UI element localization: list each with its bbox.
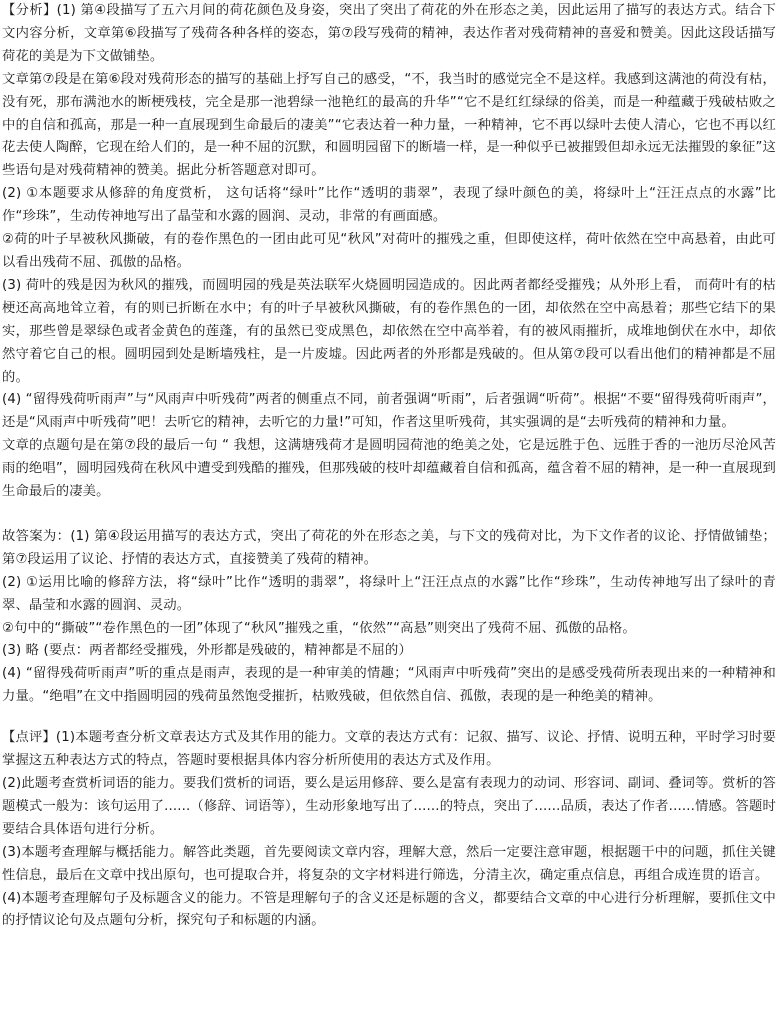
answer-section bbox=[2, 526, 776, 709]
answer-paragraph: (4) “留得残荷听雨声”听的重点是雨声，表现的是一种审美的情趣；“风雨声中听残荷”突出的是感受残荷所表现出来的一种精神和力量。“绝唱”在文中指圆明园的残荷虽然饱受摧折，枯败残破，但依然自信、孤傲，表现的是一种绝美的精神。 bbox=[2, 666, 776, 705]
analysis-paragraph: ②荷的叶子早被秋风撕破，有的卷作黑色的一团由此可见“秋风”对荷叶的摧残之重，但即使这样，荷叶依然在空中高悬着，由此可以看出残荷不屈、孤傲的品格。 bbox=[2, 232, 776, 270]
answer-paragraph: ②句中的“撕破”“卷作黑色的一团”体现了“秋风”摧残之重，“依然”“高悬”则突出了残荷不屈、孤傲的品格。 bbox=[2, 620, 636, 636]
section-spacer bbox=[2, 504, 776, 526]
comment-paragraph: (4)本题考查理解句子及标题含义的能力。不管是理解句子的含义还是标题的含义，都要结合文章的中心进行分析理解，要抓住文中的抒情议论句及点题句分析，探究句子和标题的内涵。 bbox=[2, 890, 776, 929]
analysis-paragraph: (4) “留得残荷听雨声”与“风雨声中听残荷”两者的侧重点不同，前者强调“听雨”，后者强调“听荷”。根据“不要“留得残荷听雨声”，还是“风雨声中听残荷”吧！去听它的精神，去听它的力量!”可知，作者这里听残荷，其实强调的是“去听残荷的精神和力量。 bbox=[2, 392, 776, 431]
analysis-paragraph: 文章第⑦段是在第⑥段对残荷形态的描写的基础上抒写自己的感受，“不，我当时的感觉完全不是这样。我感到这满池的荷没有枯，没有死，那布满池水的断梗残枝，完全是那一池碧绿一池艳红的最高的升华”“它不是红红绿绿的俗美，而是一种蕴藏于残破枯败之中的自信和孤高，那是一种一直展现到生命最后的凄美”“它表达着一种力量，一种精神，它不再以绿叶去使人清心，它也不再以红花去使人陶醉，它现在给人们的，是一种不屈的沉默，和圆明园留下的断墙一样，是一种似乎已被摧毁但却永远无法摧毁的象征”这些语句是对残荷精神的赞美。据此分析答题意对即可。 bbox=[2, 71, 776, 179]
comment-paragraph: (3)本题考查理解与概括能力。解答此类题，首先要阅读文章内容，理解大意，然后一定要注意审题，根据题干中的问题，抓住关键性信息，最后在文章中找出原句，也可提取合并，将复杂的文字材料进行筛选，分清主次，确定重点信息，再组合成连贯的语言。 bbox=[2, 844, 776, 883]
comment-paragraph: 【点评】(1)本题考查分析文章表达方式及其作用的能力。文章的表达方式有：记叙、描写、议论、抒情、说明五种，平时学习时要掌握这五种表达方式的特点，答题时要根据具体内容分析所使用的表达方式及作用。 bbox=[2, 730, 776, 769]
answer-paragraph: 故答案为：(1) 第④段运用描写的表达方式，突出了荷花的外在形态之美，与下文的残荷对比，为下文作者的议论、抒情做铺垫；第⑦段运用了议论、抒情的表达方式，直接赞美了残荷的精神。 bbox=[2, 528, 776, 567]
analysis-section bbox=[2, 0, 776, 504]
section-spacer bbox=[2, 709, 776, 727]
comment-section bbox=[2, 727, 776, 933]
answer-paragraph: (3) 略 (要点：两者都经受摧残，外形都是残破的，精神都是不屈的） bbox=[2, 643, 412, 659]
comment-paragraph: (2)此题考查赏析词语的能力。要我们赏析的词语，要么是运用修辞、要么是富有表现力的动词、形容词、副词、叠词等。赏析的答题模式一般为：该句运用了......（修辞、词语等），生动形象地写出了......的特点，突出了......品质，表达了作者......情感。答题时要结合具体语句进行分析。 bbox=[2, 776, 776, 837]
analysis-paragraph: 文章的点题句是在第⑦段的最后一句 “ 我想，这满塘残荷才是圆明园荷池的绝美之处，它是远胜于色、远胜于香的一池历尽沧风苦雨的绝唱”，圆明园残荷在秋风中遭受到残酷的摧残，但那残破的枝叶却蕴藏着自信和孤高，蕴含着不屈的精神，是一种一直展现到生命最后的凄美。 bbox=[2, 438, 776, 500]
answer-paragraph: (2) ①运用比喻的修辞方法，将“绿叶”比作“透明的翡翠”，将绿叶上“汪汪点点的水露”比作“珍珠”，生动传神地写出了绿叶的青翠、晶莹和水露的圆润、灵动。 bbox=[2, 574, 776, 613]
analysis-paragraph: 【分析】(1) 第④段描写了五六月间的荷花颜色及身姿，突出了突出了荷花的外在形态之美，因此运用了描写的表达方式。结合下文内容分析，文章第⑥段描写了残荷各种各样的姿态，第⑦段写残荷的精神，表达作者对残荷精神的喜爱和赞美。因此这段话描写荷花的美是为下文做铺垫。 bbox=[2, 3, 776, 64]
analysis-paragraph: (2) ①本题要求从修辞的角度赏析， 这句话将“绿叶”比作“透明的翡翠”，表现了绿叶颜色的美，将绿叶上“汪汪点点的水露”比作“珍珠”，生动传神地写出了晶莹和水露的圆润、灵动，非常的有画面感。 bbox=[2, 186, 776, 225]
analysis-paragraph: (3) 荷叶的残是因为秋风的摧残，而圆明园的残是英法联军火烧圆明园造成的。因此两者都经受摧残；从外形上看， 而荷叶有的枯梗还高高地耸立着，有的则已折断在水中；有的叶子早被秋风撕破，有的卷作黑色的一团，却依然在空中高悬着；那些它结下的果实，那些曾是翠绿色或者金黄色的莲蓬，有的虽然已变成黑色，却依然在空中高举着，有的被风雨摧折，成堆地倒伏在水中，却依然守着它自己的根。圆明园到处是断墙残柱，是一片废墟。因此两者的外形都是残破的。但从第⑦段可以看出他们的精神都是不屈的。 bbox=[2, 277, 776, 385]
